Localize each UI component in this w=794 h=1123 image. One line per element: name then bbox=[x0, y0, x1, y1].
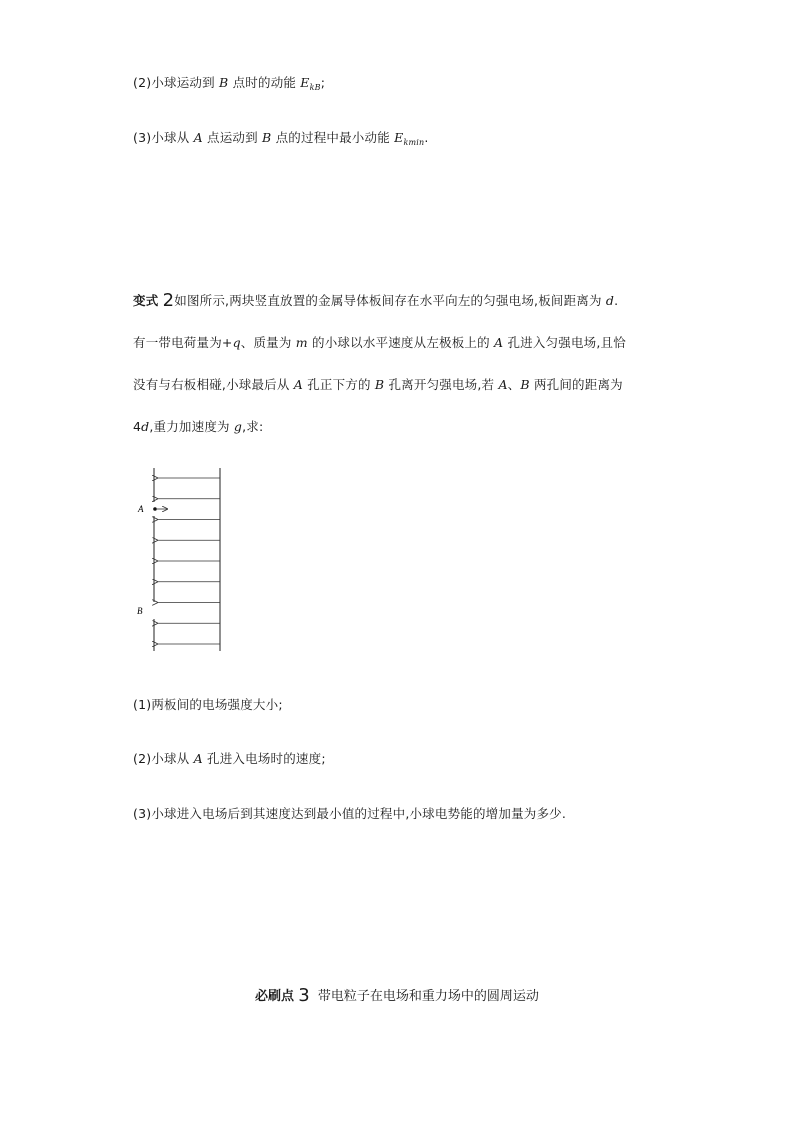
question-number: (1) bbox=[133, 697, 152, 712]
question-number: (3) bbox=[133, 130, 152, 145]
question-number: (2) bbox=[133, 75, 152, 90]
sub-question-3: (3)小球进入电场后到其速度达到最小值的过程中,小球电势能的增加量为多少. bbox=[133, 806, 567, 821]
problem-line-3: 没有与右板相碰,小球最后从 A 孔正下方的 B 孔离开匀强电场,若 A、B 两孔间的距离为 bbox=[133, 377, 623, 392]
ball bbox=[153, 507, 157, 511]
sub-question-1: (1)两板间的电场强度大小; bbox=[133, 697, 283, 712]
sub-question-2: (2)小球从 A 孔进入电场时的速度; bbox=[133, 751, 326, 766]
question-number: (3) bbox=[133, 806, 152, 821]
electric-field-figure bbox=[128, 462, 228, 657]
problem-label: 变式 bbox=[133, 293, 159, 308]
prev-question-2: (2)小球运动到 B 点时的动能 $E_{kB}$; bbox=[133, 75, 326, 92]
problem-line-4: 4d,重力加速度为 g,求: bbox=[133, 419, 264, 434]
problem-line-2: 有一带电荷量为+q、质量为 m 的小球以水平速度从左极板上的 A 孔进入匀强电场,且恰 bbox=[133, 335, 626, 350]
problem-number: 2 bbox=[162, 290, 175, 311]
label-A: A bbox=[138, 504, 144, 514]
question-number: (2) bbox=[133, 751, 152, 766]
field-lines bbox=[158, 478, 220, 644]
prev-question-3: (3)小球从 A 点运动到 B 点的过程中最小动能 $E_{kmin}$. bbox=[133, 130, 429, 147]
label-B: B bbox=[137, 606, 143, 616]
section-heading: 必刷点 3 带电粒子在电场和重力场中的圆周运动 bbox=[255, 985, 539, 1006]
problem-line-1: 变式 2如图所示,两块竖直放置的金属导体板间存在水平向左的匀强电场,板间距离为 d. bbox=[133, 290, 619, 311]
